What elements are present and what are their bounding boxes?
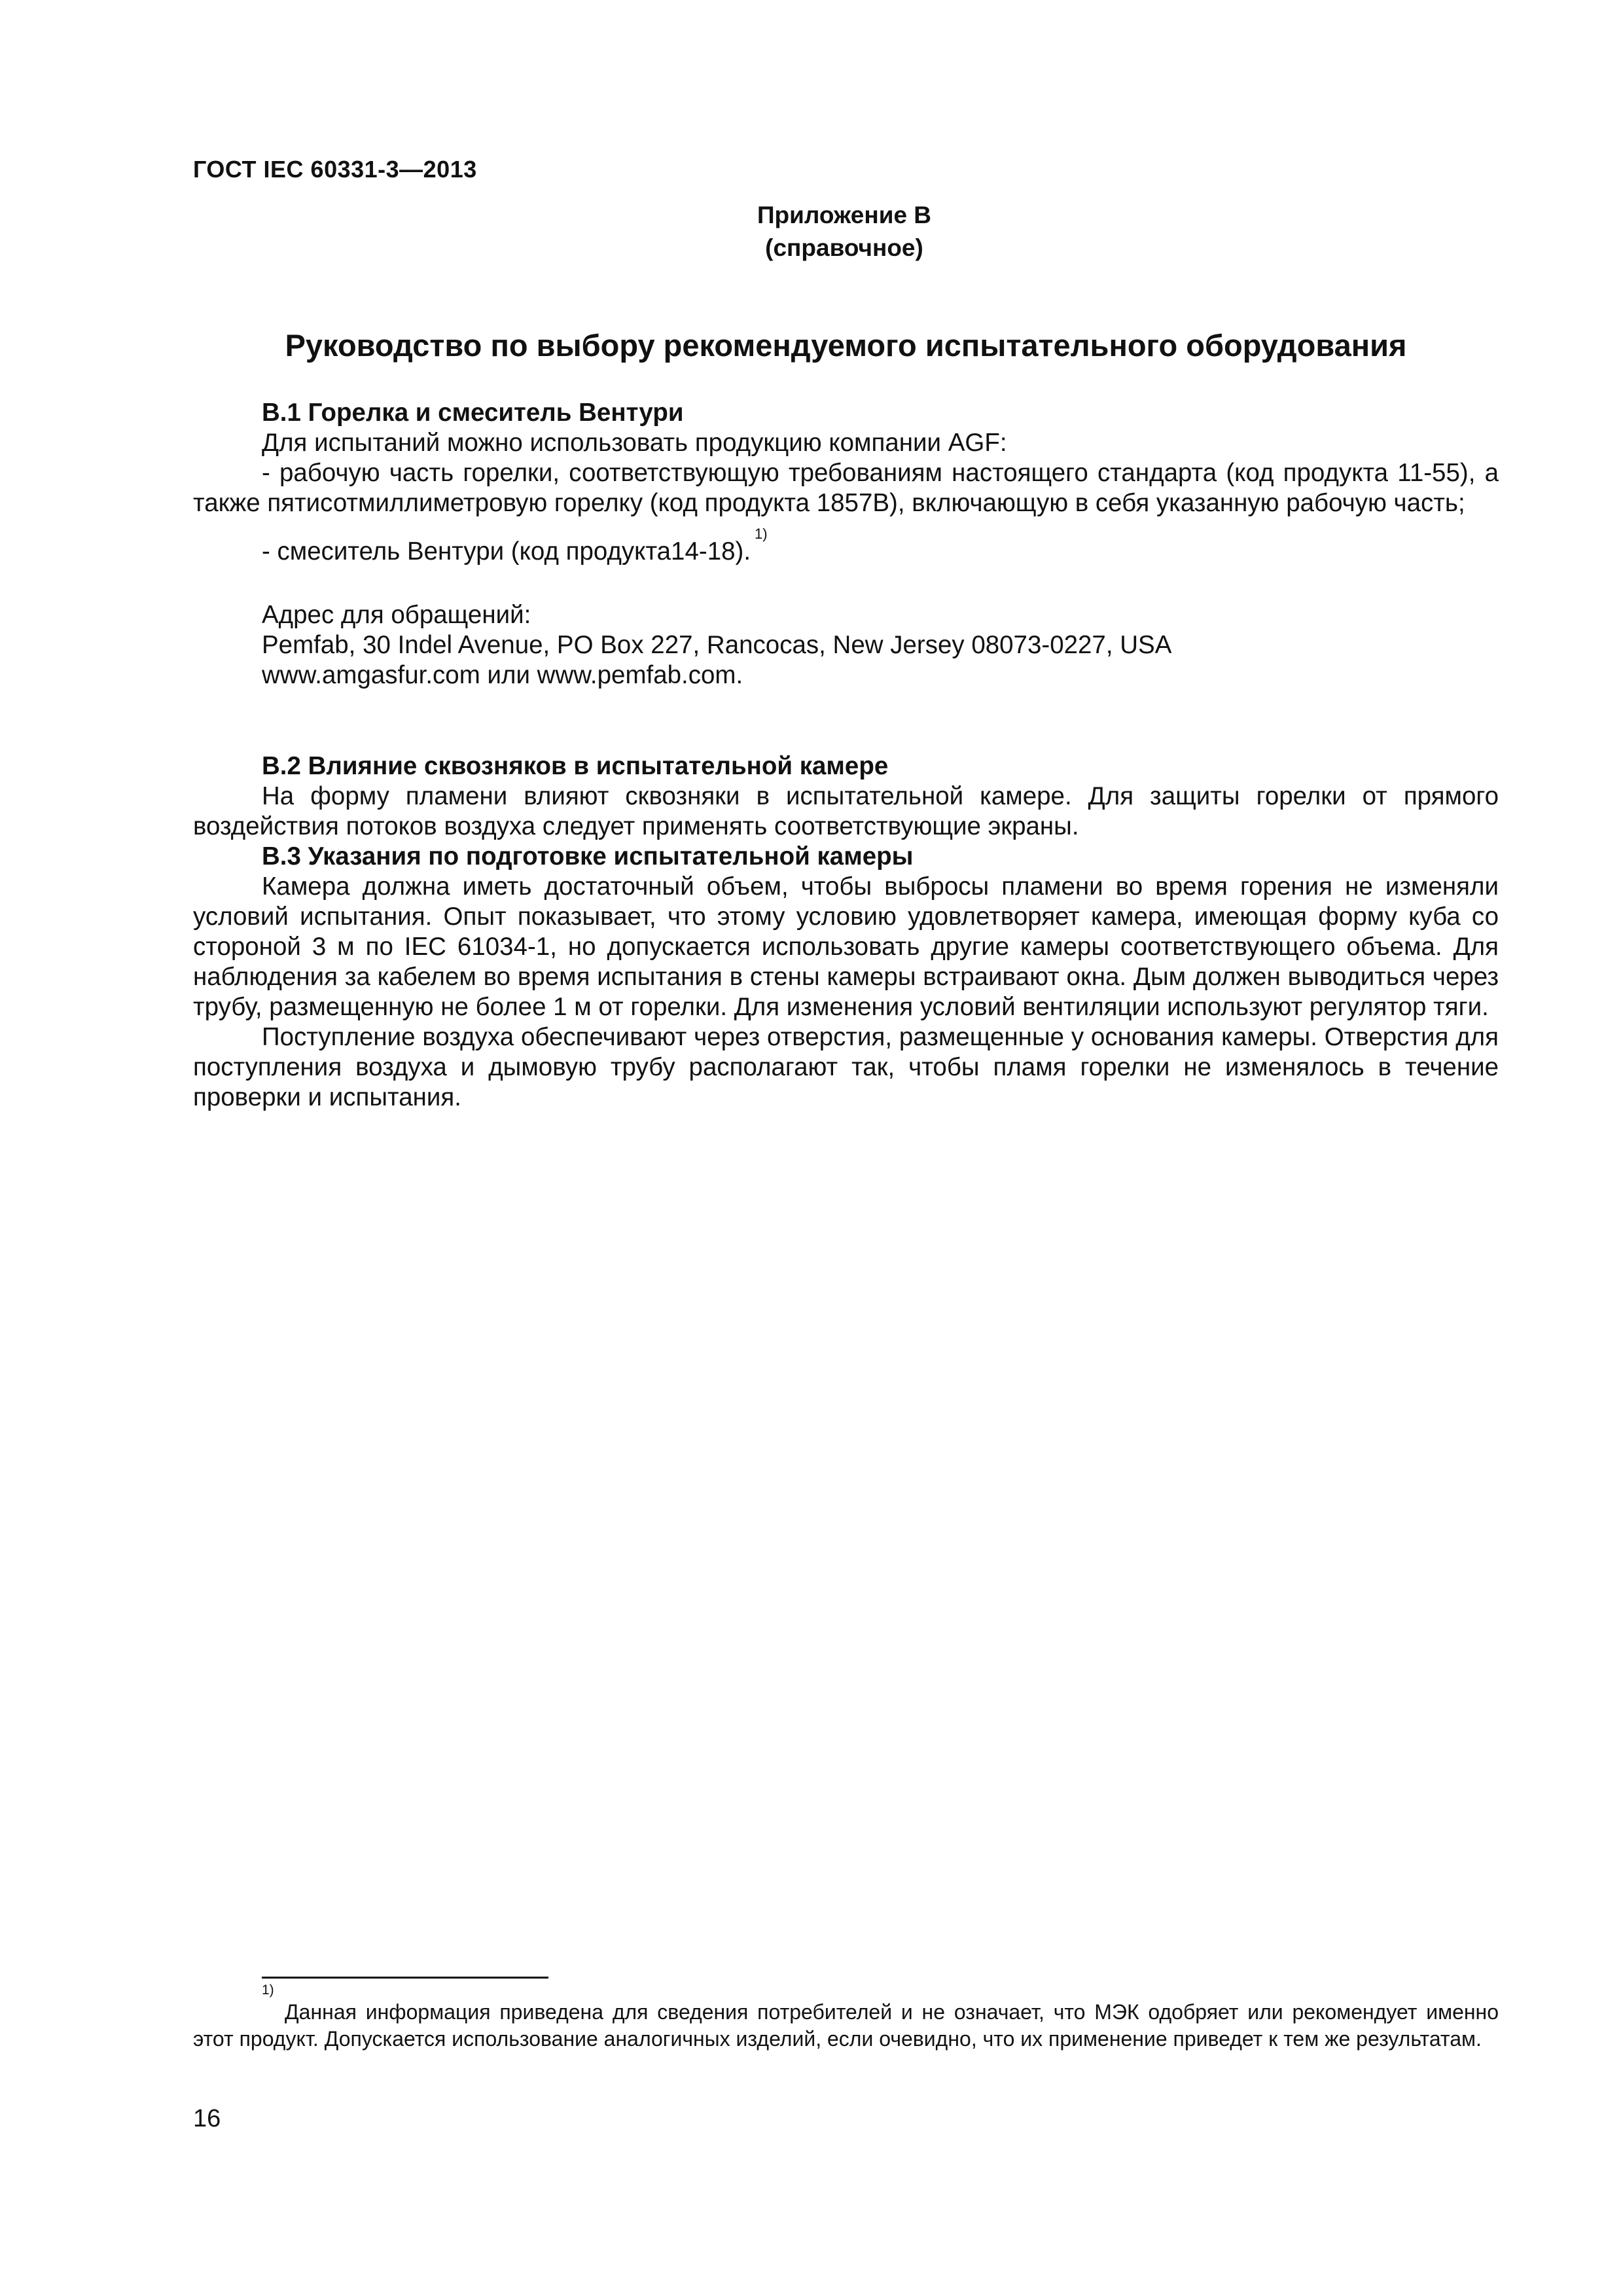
section-b2-text: На форму пламени влияют сквозняки в испытательной камере. Для защиты горелки от прямого воздействия потоков воздуха следует применять соответствующие экраны.	[193, 782, 1499, 840]
document-title: Руководство по выбору рекомендуемого испытательного оборудования	[285, 328, 1407, 363]
section-b3	[193, 842, 1499, 1113]
footnote-mark: 1)	[262, 1982, 274, 1998]
appendix-note: (справочное)	[765, 234, 923, 261]
appendix-title: Приложение В	[757, 202, 932, 228]
address-line: Pemfab, 30 Indel Avenue, PO Box 227, Rancocas, New Jersey 08073-0227, USA	[262, 631, 1172, 659]
footnote-reference: 1)	[755, 526, 768, 542]
section-b1-item2-line	[193, 526, 1499, 570]
footnote-text: Данная информация приведена для сведения потребителей и не означает, что МЭК одобряет или рекомендует именно этот продукт. Допускается использование аналогичных изделий, если очевидно, что их применение приведет к тем же результатам.	[193, 2000, 1499, 2051]
section-b1-item2: - смеситель Вентури (код продукта14-18).	[262, 537, 751, 565]
section-b1	[193, 398, 1499, 691]
address-label: Адрес для обращений:	[262, 601, 531, 629]
page-number: 16	[193, 2105, 221, 2132]
websites: www.amgasfur.com или www.pemfab.com.	[262, 661, 743, 689]
standard-code: ГОСТ IEC 60331-3—2013	[193, 156, 477, 183]
section-b1-intro: Для испытаний можно использовать продукцию компании AGF:	[262, 429, 1007, 457]
section-b3-paragraph1: Камера должна иметь достаточный объем, чтобы выбросы пламени во время горения не изменяли условий испытания. Опыт показывает, что этому условию удовлетворяет камера, имеющая форму куба со стороной 3 м по IEC 61034-1, но допускается использовать другие камеры соответствующего объема. Для наблюдения за кабелем во время испытания в стены камеры встраивают окна. Дым должен выводиться через трубу, размещенную не более 1 м от горелки. Для изменения условий вентиляции используют регулятор тяги.	[193, 872, 1499, 1021]
section-b3-paragraph2: Поступление воздуха обеспечивают через отверстия, размещенные у основания камеры. Отверстия для поступления воздуха и дымовую трубу располагают так, чтобы пламя горелки не изменялось в течение проверки и испытания.	[193, 1023, 1499, 1111]
section-b1-heading: В.1 Горелка и смеситель Вентури	[262, 399, 684, 427]
section-b1-item1: - рабочую часть горелки, соответствующую требованиям настоящего стандарта (код продукта 11-55), а также пятисотмиллиметровую горелку (код продукта 1857В), включающую в себя указанную рабочую часть;	[193, 459, 1499, 517]
section-b3-heading: В.3 Указания по подготовке испытательной камеры	[262, 842, 914, 870]
section-b2-heading: В.2 Влияние сквозняков в испытательной камере	[262, 752, 889, 780]
section-b2	[193, 751, 1499, 842]
footnote	[193, 1978, 1499, 2053]
